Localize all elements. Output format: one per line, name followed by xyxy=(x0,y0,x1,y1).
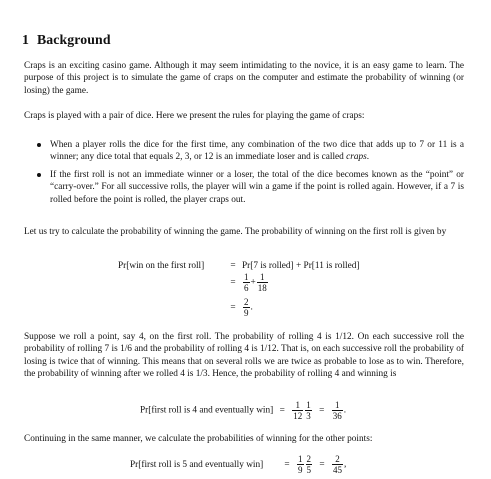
equation-rhs: Pr[7 is rolled] + Pr[11 is rolled] xyxy=(242,261,360,271)
equals-sign: = xyxy=(284,459,290,470)
equation-first-roll-line2 xyxy=(224,272,269,293)
fraction xyxy=(243,297,250,318)
rule-item xyxy=(24,169,464,206)
fraction-denominator: 12 xyxy=(293,411,303,421)
fraction-numerator: 2 xyxy=(244,297,249,307)
equals-sign: = xyxy=(319,459,325,470)
fraction-denominator: 36 xyxy=(332,411,342,421)
fraction-numerator: 1 xyxy=(298,454,303,464)
equals-sign: = xyxy=(319,405,325,416)
fraction xyxy=(306,454,313,475)
equals-sign: = xyxy=(230,302,236,313)
fraction xyxy=(292,400,303,421)
fraction-denominator: 18 xyxy=(257,283,267,293)
rule-text-end: . xyxy=(366,152,370,163)
section-heading xyxy=(22,34,111,46)
period: . xyxy=(343,405,347,416)
equation-lhs: Pr[first roll is 4 and eventually win] xyxy=(140,405,274,416)
fraction xyxy=(297,454,304,475)
intro-paragraph: Craps is an exciting casino game. Although it may seem intimidating to the novice, it is an easy game to learn. The purpose of this project is to simulate the game of craps on the computer and estimate the probability of winning (or losing) the game. xyxy=(24,61,464,96)
fraction xyxy=(332,454,343,475)
equation-point-5 xyxy=(130,454,346,475)
equals-sign: = xyxy=(230,261,236,271)
dice-paragraph: Craps is played with a pair of dice. Here we present the rules for playing the game of craps: xyxy=(24,111,365,121)
comma: , xyxy=(344,459,347,470)
fraction-denominator: 3 xyxy=(306,411,311,421)
fraction-numerator: 2 xyxy=(306,454,311,464)
calc-intro-paragraph: Let us try to calculate the probability of winning the game. The probability of winning on the first roll is given by xyxy=(24,227,447,237)
equals-sign: = xyxy=(279,405,285,416)
bullet-icon xyxy=(37,173,41,177)
rule-text: When a player rolls the dice for the first time, any combination of the two dice that adds up to 7 or 11 is a winner; any dice total that equals 2, 3, or 12 is an immediate loser and is called xyxy=(50,140,464,163)
fraction xyxy=(257,272,268,293)
equals-sign: = xyxy=(230,277,236,288)
rule-item xyxy=(24,139,464,164)
fraction-numerator: 1 xyxy=(257,272,268,283)
bullet-icon xyxy=(37,143,41,147)
fraction-denominator: 6 xyxy=(244,283,249,293)
rules-list xyxy=(24,139,464,211)
fraction-denominator: 5 xyxy=(306,465,311,475)
equation-lhs: Pr[first roll is 5 and eventually win] xyxy=(130,459,264,470)
rule-emphasis: craps xyxy=(346,152,367,163)
fraction-denominator: 9 xyxy=(244,308,249,318)
fraction-numerator: 1 xyxy=(292,400,303,411)
continuing-paragraph: Continuing in the same manner, we calculate the probabilities of winning for the other points: xyxy=(24,434,373,444)
section-number: 1 xyxy=(22,32,29,47)
plus-sign: + xyxy=(250,277,256,288)
equation-first-roll-line1 xyxy=(118,260,359,272)
fraction xyxy=(305,400,312,421)
fraction-numerator: 2 xyxy=(332,454,343,465)
fraction xyxy=(243,272,250,293)
equation-first-roll-line3 xyxy=(224,297,253,318)
section-title: Background xyxy=(37,32,111,47)
fraction-denominator: 45 xyxy=(333,465,342,475)
fraction-numerator: 1 xyxy=(332,400,343,411)
fraction-denominator: 9 xyxy=(298,465,303,475)
period: . xyxy=(250,302,253,313)
fraction xyxy=(332,400,343,421)
fraction-numerator: 1 xyxy=(306,400,311,410)
rule-text: If the first roll is not an immediate winner or a loser, the total of the dice becomes known as the “point” or “carry-over.” For all successive rolls, the player will win a game if the point is rolled again. However, if a 7 is rolled before the point is rolled, the player craps out. xyxy=(50,169,464,205)
equation-point-4 xyxy=(140,400,346,421)
equation-lhs: Pr[win on the first roll] xyxy=(118,261,205,271)
fraction-numerator: 1 xyxy=(244,272,249,282)
point-example-paragraph: Suppose we roll a point, say 4, on the first roll. The probability of rolling 4 is 1/12. On each successive roll the probability of rolling 7 is 1/6 and the probability of rolling 4 is 1/12. That is, on each successive roll the probability of losing is twice that of winning. This means that on several rolls we are twice as probable to lose as to win. Therefore, the probability of winning after we rolled 4 is 1/3. Hence, the probability of rolling 4 and winning is xyxy=(24,332,464,380)
